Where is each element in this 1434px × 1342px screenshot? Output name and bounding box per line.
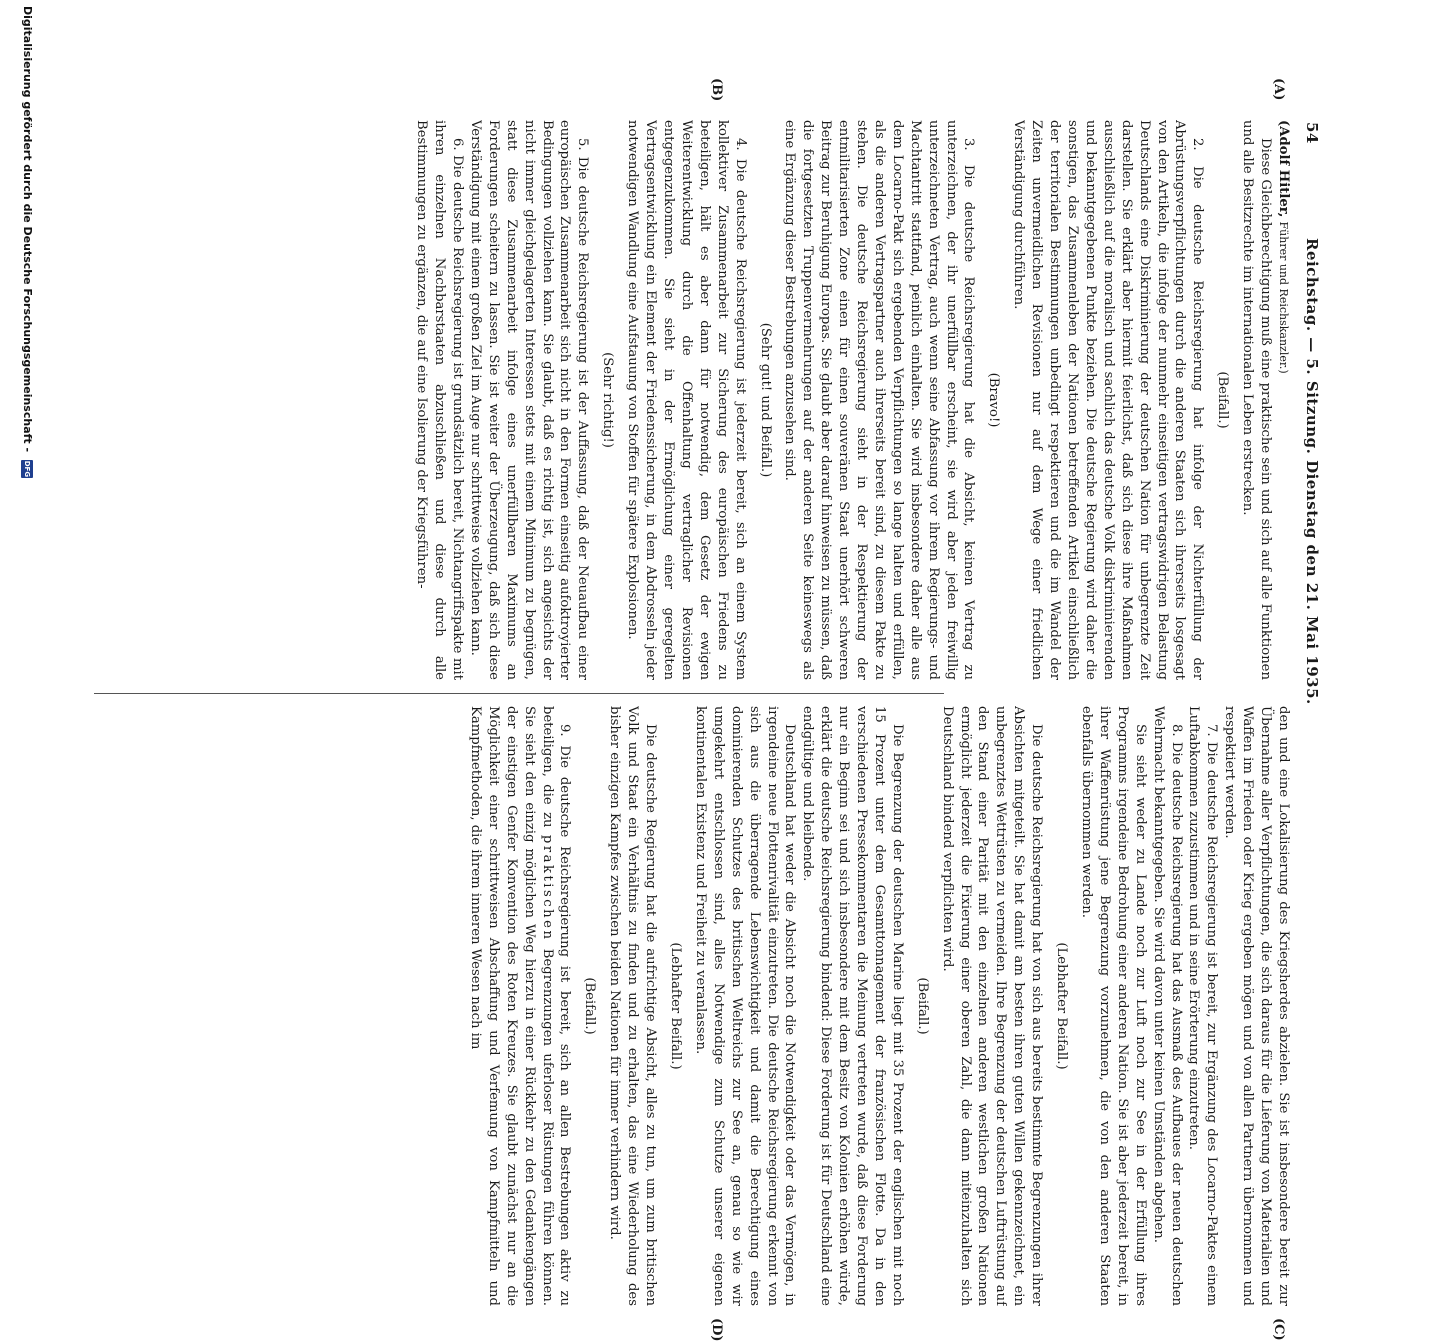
paragraph: 8. Die deutsche Reichsregierung hat das Ausmaß des Aufbaues der neuen deutschen Wehrmacht bekanntgegeben. Sie wird davon unter keinen Umständen abgehen.	[1150, 706, 1184, 1306]
right-column	[92, 706, 1292, 1306]
applause-note: (Sehr gut! und Beifall.)	[757, 322, 773, 478]
applause-note: (Lebhafter Beifall.)	[1054, 942, 1070, 1070]
page-header	[1295, 108, 1321, 1312]
margin-marker-b: (B)	[709, 78, 724, 102]
paragraph-text: Begrenzungen uferloser Rüstungen führen können. Sie sieht den einzig möglichen Weg hierzu in einer Rückkehr zu den Gedankengängen der einstigen Genfer Konvention des Roten Kreuzes. Sie glaubt zunächst nur an die Möglichkeit einer schrittweisen Abschaffung und Verfemung von Kampfmitteln und Kampfmethoden, die ihrem inneren Wesen nach im	[467, 706, 555, 1306]
speaker-line	[1274, 120, 1292, 680]
applause-note: (Sehr richtig!)	[600, 352, 616, 448]
applause-note: (Bravo!)	[986, 372, 1002, 428]
paragraph: 7. Die deutsche Reichsregierung ist bereit, zur Ergänzung des Locarno-Paktes einem Luftabkommen zuzustimmen und in seine Erörterung einzutreten.	[1186, 706, 1220, 1306]
paragraph-text: 9. Die deutsche Reichsregierung ist bereit, sich an allen Bestrebungen aktiv zu beteiligen, die zu	[539, 706, 573, 1306]
paragraph: 2. Die deutsche Reichsregierung hat infolge der Nichterfüllung der Abrüstungsverpflichtungen durch die anderen Staaten sich ihrerseits losgesagt von den Artikeln, die infolge der nunmehr einseitigen vertragswidrigen Belastung Deutschlands eine Diskriminierung der deutschen Nation für unbegrenzte Zeit darstellen. Sie erklärt aber hiermit feierlichst, daß sich diese ihre Maßnahmen ausschließlich auf die moralisch und sachlich das deutsche Volk diskriminierenden und bekanntgegebenen Punkte beziehen. Die deutsche Regierung wird daher die sonstigen, das Zusammenleben der Nationen betreffenden Artikel einschließlich der territorialen Bestimmungen unbedingt respektieren und die im Wandel der Zeiten unvermeidlichen Revisionen nur auf dem Wege einer friedlichen Verständigung durchführen.	[1011, 120, 1206, 680]
paragraph: Die deutsche Regierung hat die aufrichtige Absicht, alles zu tun, um zum britischen Volk und Staat ein Verhältnis zu finden und zu erhalten, das eine Wiederholung des bisher einzigen Kampfes zwischen beiden Nationen für immer verhindern wird.	[607, 706, 659, 1306]
applause-note: (Beifall.)	[582, 977, 598, 1035]
applause-note: (Beifall.)	[914, 977, 930, 1035]
margin-marker-c: (C)	[1271, 1318, 1286, 1341]
paragraph: 5. Die deutsche Reichsregierung ist der Auffassung, daß der Neuaufbau einer europäischen Zusammenarbeit sich nicht in den Formen einseitig aufoktroyierter Bedingungen vollziehen kann. Sie glaubt, daß es richtig ist, sich angesichts der nicht immer gleichgelagerten Interessen stets mit einem Minimum zu begnügen, statt diese Zusammenarbeit infolge eines unerfüllbaren Maximums an Forderungen scheitern zu lassen. Sie ist weiter der Überzeugung, daß sich diese Verständigung mit einem großen Ziel im Auge nur schrittweise vollziehen kann.	[467, 120, 591, 680]
credit-text: Digitalisierung gefördert durch die Deutsche Forschungsgemeinschaft -	[21, 6, 34, 453]
dfg-logo: DFG	[23, 460, 31, 478]
paragraph: Deutschland hat weder die Absicht noch die Notwendigkeit oder das Vermögen, in irgendeine neue Flottenrivalität einzutreten. Die deutsche Reichsregierung erkennt von sich aus die überragende Lebenswichtigkeit und damit die Berechtigung eines dominierenden Schutzes des britischen Weltreichs zur See an, genau so wie wir umgekehrt entschlossen sind, alles Notwendige zum Schutze unserer eigenen kontinentalen Existenz und Freiheit zu veranlassen.	[692, 706, 798, 1306]
left-column	[92, 120, 1292, 680]
margin-marker-a: (A)	[1271, 78, 1286, 101]
emphasized-word: praktischen	[539, 834, 555, 942]
speaker-name: (Adolf Hitler,	[1276, 120, 1291, 218]
margin-marker-d: (D)	[709, 1318, 724, 1342]
paragraph: 3. Die deutsche Reichsregierung hat die Absicht, keinen Vertrag zu unterzeichnen, der ihr unerfüllbar erscheint, sie wird aber jeden freiwillig unterzeichneten Vertrag, auch wenn seine Abfassung vor ihrem Regierungs- und Machtantritt stattfand, peinlich einhalten. Sie wird insbesondere daher alle aus dem Locarno-Pakt sich ergebenden Verpflichtungen so lange halten und erfüllen, als die anderen Vertragspartner auch ihrerseits bereit sind, zu diesem Pakte zu stehen. Die deutsche Reichsregierung sieht in der Respektierung der entmilitarisierten Zone einen für einen souveränen Staat unerhört schweren Beitrag zur Beruhigung Europas. Sie glaubt aber darauf hinweisen zu müssen, daß die fortgesetzten Truppenvermehrungen auf der anderen Seite keineswegs als eine Ergänzung dieser Bestrebungen anzusehen sind.	[782, 120, 977, 680]
column-divider	[94, 693, 944, 694]
paragraph: den und eine Lokalisierung des Kriegsherdes abzielen. Sie ist insbesondere bereit zur Übernahme aller Verpflichtungen, die sich daraus für die Lieferung von Materialien und Waffen im Frieden oder Krieg ergeben mögen und von allen Partnern übernommen und respektiert werden.	[1222, 706, 1291, 1306]
paragraph: Die deutsche Reichsregierung hat von sich aus bereits bestimmte Begrenzungen ihrer Absichten mitgeteilt. Sie hat damit am besten ihren guten Willen gekennzeichnet, ein unbegrenztes Wettrüsten zu vermeiden. Ihre Begrenzung der deutschen Luftrüstung auf den Stand einer Parität mit den einzelnen anderen westlichen großen Nationen ermöglicht jederzeit die Fixierung einer oberen Zahl, die dann miteinzuhalten sich Deutschland bindend verpflichten wird.	[939, 706, 1045, 1306]
paragraph: 6. Die deutsche Reichsregierung ist grundsätzlich bereit, Nichtangriffspakte mit ihren einzelnen Nachbarstaaten abzuschließen und diese durch alle Bestimmungen zu ergänzen, die auf eine Isolierung der Kriegsführen-	[414, 120, 466, 680]
running-title: Reichstag. — 5. Sitzung. Dienstag den 21. Mai 1935.	[1303, 238, 1321, 705]
paragraph: Diese Gleichberechtigung muß eine praktische sein und sich auf alle Funktionen und alle Besitzrechte im internationalen Leben erstrecken.	[1240, 120, 1274, 680]
paragraph: 4. Die deutsche Reichsregierung ist jederzeit bereit, sich an einem System kollektiver Zusammenarbeit zur Sicherung des europäischen Friedens zu beteiligen, hält es aber dann für notwendig, dem Gesetz der ewigen Weiterentwicklung durch die Offenhaltung vertraglicher Revisionen entgegenzukommen. Sie sieht in der Ermöglichung einer geregelten Vertragsentwicklung ein Element der Friedenssicherung, in dem Abdrosseln jeder notwendigen Wandlung eine Aufstauung von Stoffen für spätere Explosionen.	[625, 120, 748, 680]
digitization-credit	[14, 6, 34, 996]
paragraph: Sie sieht weder zu Lande noch zur Luft noch zur See in der Erfüllung ihres Programms irgendeine Bedrohung einer anderen Nation. Sie ist aber jederzeit bereit, in ihrer Waffenrüstung jene Begrenzung vorzunehmen, die von den anderen Staaten ebenfalls übernommen werden.	[1079, 706, 1148, 1306]
paragraph-9	[466, 706, 573, 1306]
paragraph: Die Begrenzung der deutschen Marine liegt mit 35 Prozent der englischen mit noch 15 Prozent unter dem Gesamttonnagement der französischen Flotte. Da in den verschiedenen Pressekommentaren die Meinung vertreten wurde, daß diese Forderung nur ein Beginn sei und sich insbesondere mit dem Besitz von Kolonien erhöhen würde, erklärt die deutsche Reichsregierung bindend: Diese Forderung ist für Deutschland eine endgültige und bleibende.	[800, 706, 905, 1306]
speaker-role: Führer und Reichskanzler.)	[1277, 221, 1290, 374]
applause-note: (Beifall.)	[1215, 371, 1231, 429]
page-number: 54	[1303, 122, 1321, 144]
applause-note: (Lebhafter Beifall.)	[668, 942, 683, 1070]
